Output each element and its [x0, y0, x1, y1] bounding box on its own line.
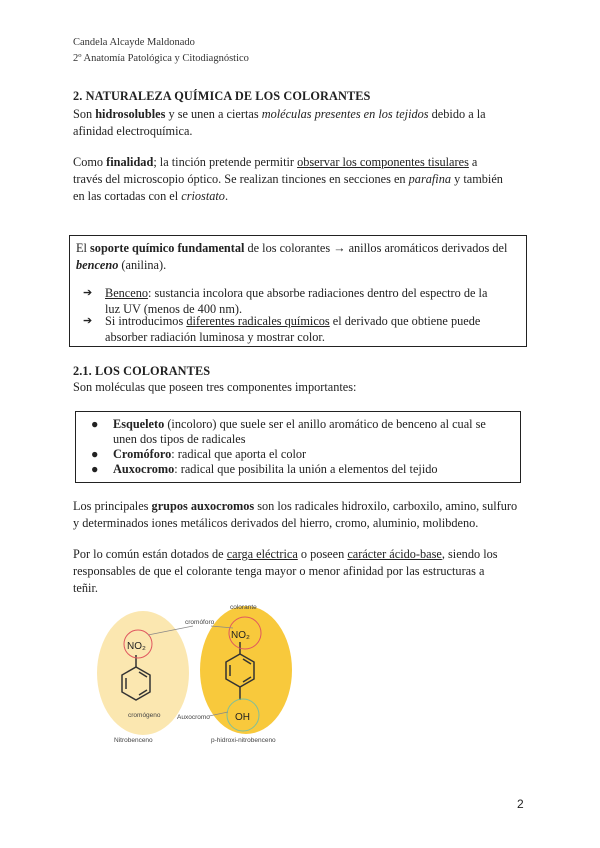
bullet-icon: ● — [91, 462, 99, 476]
hidroxi-caption: p-hidroxi-nitrobenceno — [211, 737, 276, 744]
oh-label: OH — [235, 712, 250, 723]
no2-label-left: NO₂ — [127, 641, 146, 652]
paragraph-finalidad: Como finalidad; la tinción pretende permitir observar los componentes tisulares a través del microscopio óptico. Se realizan tinciones en secciones en parafina y también en las cortadas con el criostato. — [73, 155, 503, 203]
box-intro: El soporte químico fundamental de los colorantes → anillos aromáticos derivados del benceno (anilina). — [76, 241, 508, 272]
cromoforo-label: cromóforo — [185, 619, 215, 626]
list-item-benceno: ➔ Benceno: sustancia incolora que absorbe radiaciones dentro del espectro de la luz UV (menos de 400 nm). — [83, 286, 488, 316]
paragraph-hidrosolubles: Son hidrosolubles y se unen a ciertas moléculas presentes en los tejidos debido a la afinidad electroquímica. — [73, 107, 486, 138]
list-item-cromoforo: ● Cromóforo: radical que aporta el color — [91, 447, 307, 461]
paragraph-auxocromos: Los principales grupos auxocromos son los radicales hidroxilo, carboxilo, amino, sulfuro y determinados iones metálicos derivados del hierro, cromo, aluminio, molibdeno. — [73, 499, 518, 530]
colorante-label: colorante — [230, 604, 257, 611]
page-number: 2 — [517, 797, 524, 811]
nitrobenceno-caption: Nitrobenceno — [114, 737, 153, 744]
bullet-icon: ● — [91, 447, 99, 461]
arrow-icon: ➔ — [83, 287, 93, 299]
no2-label-right: NO₂ — [231, 630, 250, 641]
list-item-esqueleto: ● Esqueleto (incoloro) que suele ser el anillo aromático de benceno al cual se unen dos tipos de radicales — [91, 417, 486, 446]
subsection-title: 2.1. LOS COLORANTES — [73, 364, 211, 378]
paragraph-carga: Por lo común están dotados de carga eléctrica o poseen carácter ácido-base, siendo los responsables de que el colorante tenga mayor o menor afinidad por las estructuras a teñir. — [73, 547, 498, 595]
subsection-intro: Son moléculas que poseen tres componentes importantes: — [73, 380, 357, 394]
header-author: Candela Alcayde Maldonado — [73, 37, 195, 48]
arrow-icon: ➔ — [83, 315, 93, 327]
cromogeno-label: cromógeno — [128, 712, 161, 719]
auxocromo-label: Auxocromo — [177, 714, 210, 721]
bullet-icon: ● — [91, 417, 99, 431]
header-course: 2º Anatomía Patológica y Citodiagnóstico — [73, 53, 249, 64]
dye-structure-figure — [95, 600, 325, 748]
section-title: 2. NATURALEZA QUÍMICA DE LOS COLORANTES — [73, 89, 371, 103]
list-item-auxocromo: ● Auxocromo: radical que posibilita la unión a elementos del tejido — [91, 462, 438, 476]
list-item-radicales: ➔ Si introducimos diferentes radicales químicos el derivado que obtiene puede absorber radiación luminosa y mostrar color. — [83, 314, 481, 344]
